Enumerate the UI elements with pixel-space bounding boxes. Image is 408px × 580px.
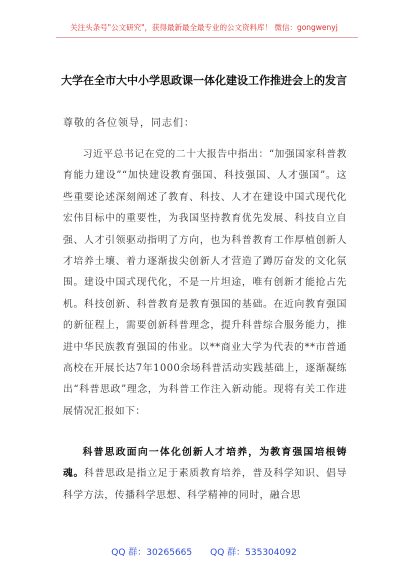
- footer-qq-group-1: QQ 群：30265665: [111, 548, 193, 558]
- salutation: 尊敬的各位领导，同志们：: [63, 118, 195, 129]
- footer-contact: [0, 545, 408, 558]
- section-text-1: 科普思政是指立足于素质教育培养，普及科学知识、倡导科学方法，传播科学思想、科学精神的同时，融合思: [63, 468, 348, 501]
- header-banner: 关注头条号"公文研究"，获得最新最全最专业的公文资料库！ 微信：gongwenyj: [70, 23, 338, 32]
- section-paragraph-1: [63, 442, 347, 506]
- section-heading-1: 科普思政面向一体化创新人才培养，为教育强国培根铸魂。: [63, 447, 347, 480]
- footer-qq-group-2: QQ 群：535304092: [210, 548, 297, 558]
- header-divider: [56, 37, 358, 38]
- body-paragraph-1: 习近平总书记在党的二十大报告中指出：“加强国家科普教育能力建设”“加快建设教育强国、科技强国、人才强国”。这些重要论述深刻阐述了教育、科技、人才在建设中国式现代化宏伟目标中的重要性，为我国坚持教育优先发展、科技自立自强、人才引领驱动指明了方向，也为科普教育工作厚植创新人才培养土壤、着力逐渐拔尖创新人才营造了蹲厉奋发的文化氛围。建设中国式现代化，不是一片坦途，唯有创新才能抢占先机。科技创新、科普教育是教育强国的基础。在近向教育强国的新征程上，需要创新科普理念，提升科普综合服务能力，推进中华民族教育强国的伟业。以**商业大学为代表的**市普通高校在开展长达7年1000余场科普活动实践基础上，逐渐凝练出“科普思政”理念，为科普工作注入新动能。现将有关工作进展情况汇报如下：: [63, 149, 347, 417]
- document-title: 大学在全市大中小学思政课一体化建设工作推进会上的发言: [61, 74, 347, 87]
